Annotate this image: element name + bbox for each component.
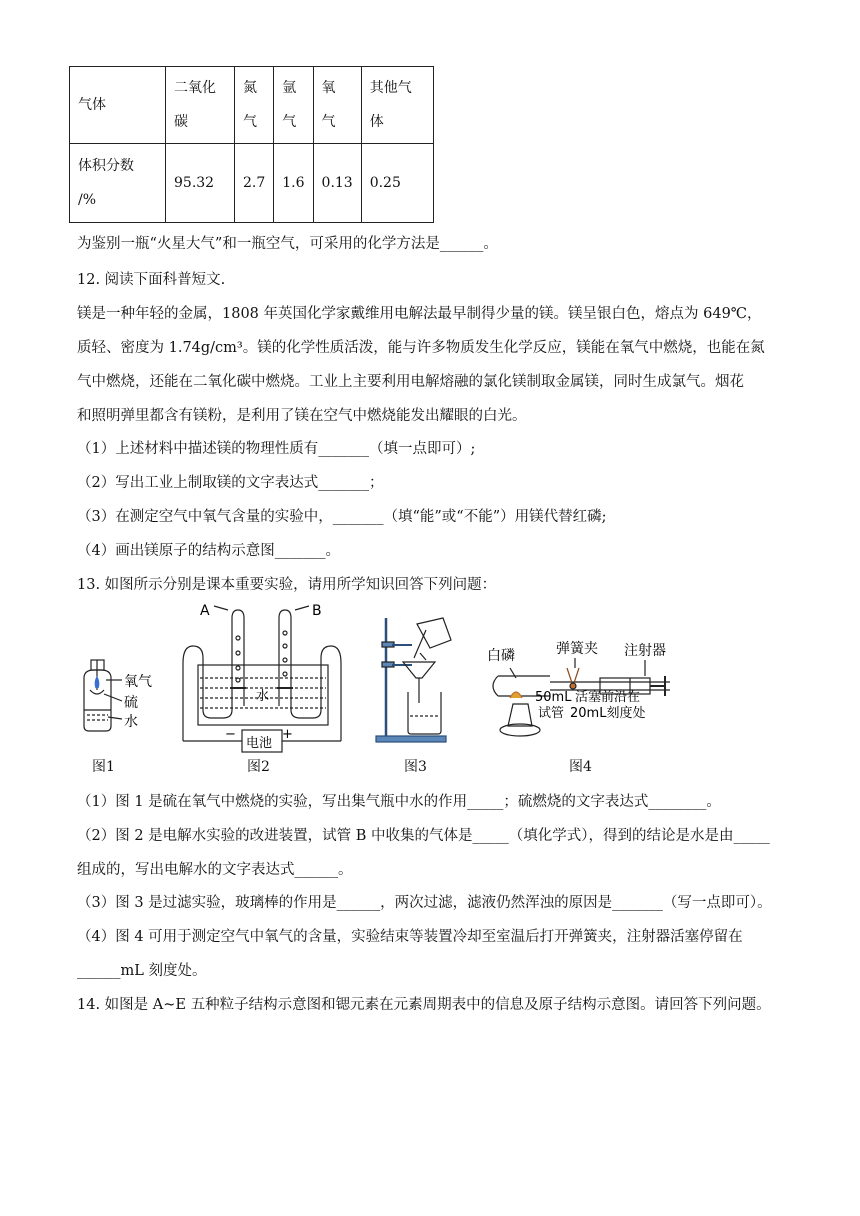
table-header-cell: 氩 气	[274, 67, 313, 144]
fig1-caption: 图1	[92, 759, 115, 775]
table-row	[70, 144, 434, 223]
q12-item-4: （4）画出镁原子的结构示意图_______。	[77, 543, 340, 559]
fig2-electrolysis-illustration	[183, 606, 341, 752]
table-cell: 0.13	[313, 144, 361, 223]
fig3-caption: 图3	[404, 759, 427, 775]
fig4-label-syringe: 注射器	[624, 643, 666, 659]
q12-item-1: （1）上述材料中描述镁的物理性质有_______（填一点即可）;	[77, 441, 476, 457]
q14-title: 14. 如图是 A~E 五种粒子结构示意图和锶元素在元素周期表中的信息及原子结构示意图。请回答下列问题。	[77, 997, 771, 1013]
table-header-row	[70, 67, 434, 144]
q13-item-3: （3）图 3 是过滤实验，玻璃棒的作用是______，两次过滤，滤液仍然浑浊的原因是_______（写一点即可）。	[77, 895, 772, 911]
fig1-label-water: 水	[124, 714, 138, 730]
experiment-figures	[70, 598, 790, 758]
table-header-cell: 其他气 体	[361, 67, 433, 144]
fig2-label-plus: +	[282, 727, 293, 742]
fig4-label-20ml-mark: 20mL刻度处	[570, 706, 646, 721]
q12-item-3: （3）在测定空气中氧气含量的实验中，_______（填“能”或“不能”）用镁代替红磷;	[77, 509, 607, 525]
fig2-label-minus: −	[225, 727, 236, 742]
q13-item-2: （2）图 2 是电解水实验的改进装置，试管 B 中收集的气体是_____（填化学式），得到的结论是水是由_____	[77, 828, 770, 844]
q12-passage-line: 和照明弹里都含有镁粉，是利用了镁在空气中燃烧能发出耀眼的白光。	[77, 408, 527, 424]
q13-item-4-cont: ______mL 刻度处。	[77, 963, 207, 979]
q12-title: 12. 阅读下面科普短文.	[77, 272, 226, 288]
fig2-label-battery: 电池	[246, 736, 273, 751]
q13-item-1: （1）图 1 是硫在氧气中燃烧的实验，写出集气瓶中水的作用_____；硫燃烧的文字表达式________。	[77, 794, 721, 810]
table-row-label: 体积分数 /%	[70, 144, 166, 223]
q13-item-2-cont: 组成的，写出电解水的文字表达式______。	[77, 862, 353, 878]
table-cell: 0.25	[361, 144, 433, 223]
fig1-bottle-illustration	[84, 660, 122, 731]
table-header-cell: 气体	[70, 67, 166, 144]
fig2-caption: 图2	[247, 759, 270, 775]
q13-item-4: （4）图 4 可用于测定空气中氧气的含量，实验结束等装置冷却至室温后打开弹簧夹，注射器活塞停留在	[77, 929, 743, 945]
gas-composition-table	[69, 66, 434, 223]
fig1-label-oxygen: 氧气	[124, 674, 152, 690]
q12-passage-line: 质轻、密度为 1.74g/cm³。镁的化学性质活泼，能与许多物质发生化学反应，镁能在氧气中燃烧，也能在氮	[77, 340, 765, 356]
fig2-label-a: A	[200, 603, 210, 619]
table-cell: 95.32	[166, 144, 235, 223]
fig4-label-white-phosphorus: 白磷	[487, 648, 515, 664]
table-cell: 1.6	[274, 144, 313, 223]
q13-title: 13. 如图所示分别是课本重要实验，请用所学知识回答下列问题：	[77, 577, 497, 593]
fig4-label-test-tube: 试管	[538, 706, 565, 721]
fig4-caption: 图4	[569, 759, 592, 775]
fig4-label-spring-clamp: 弹簧夹	[556, 641, 598, 657]
table-header-cell: 二氧化 碳	[166, 67, 235, 144]
table-header-cell: 氮 气	[235, 67, 274, 144]
fig4-label-piston-front: 活塞前沿在	[575, 690, 641, 705]
table-header-cell: 氧 气	[313, 67, 361, 144]
fig3-filtration-illustration	[376, 618, 451, 742]
fig4-label-50ml: 50mL	[535, 690, 572, 705]
q12-item-2: （2）写出工业上制取镁的文字表达式_______；	[77, 475, 384, 491]
q11-question-tail: 为鉴别一瓶“火星大气”和一瓶空气，可采用的化学方法是______。	[77, 236, 498, 252]
q12-passage-line: 镁是一种年轻的金属，1808 年英国化学家戴维用电解法最早制得少量的镁。镁呈银白色，熔点为 649℃，	[77, 306, 762, 322]
fig2-label-b: B	[312, 603, 322, 619]
table-cell: 2.7	[235, 144, 274, 223]
fig2-label-water: 水	[256, 689, 270, 704]
fig1-label-sulfur: 硫	[124, 695, 138, 711]
q12-passage-line: 气中燃烧，还能在二氧化碳中燃烧。工业上主要利用电解熔融的氯化镁制取金属镁，同时生成氯气。烟花	[77, 374, 744, 390]
